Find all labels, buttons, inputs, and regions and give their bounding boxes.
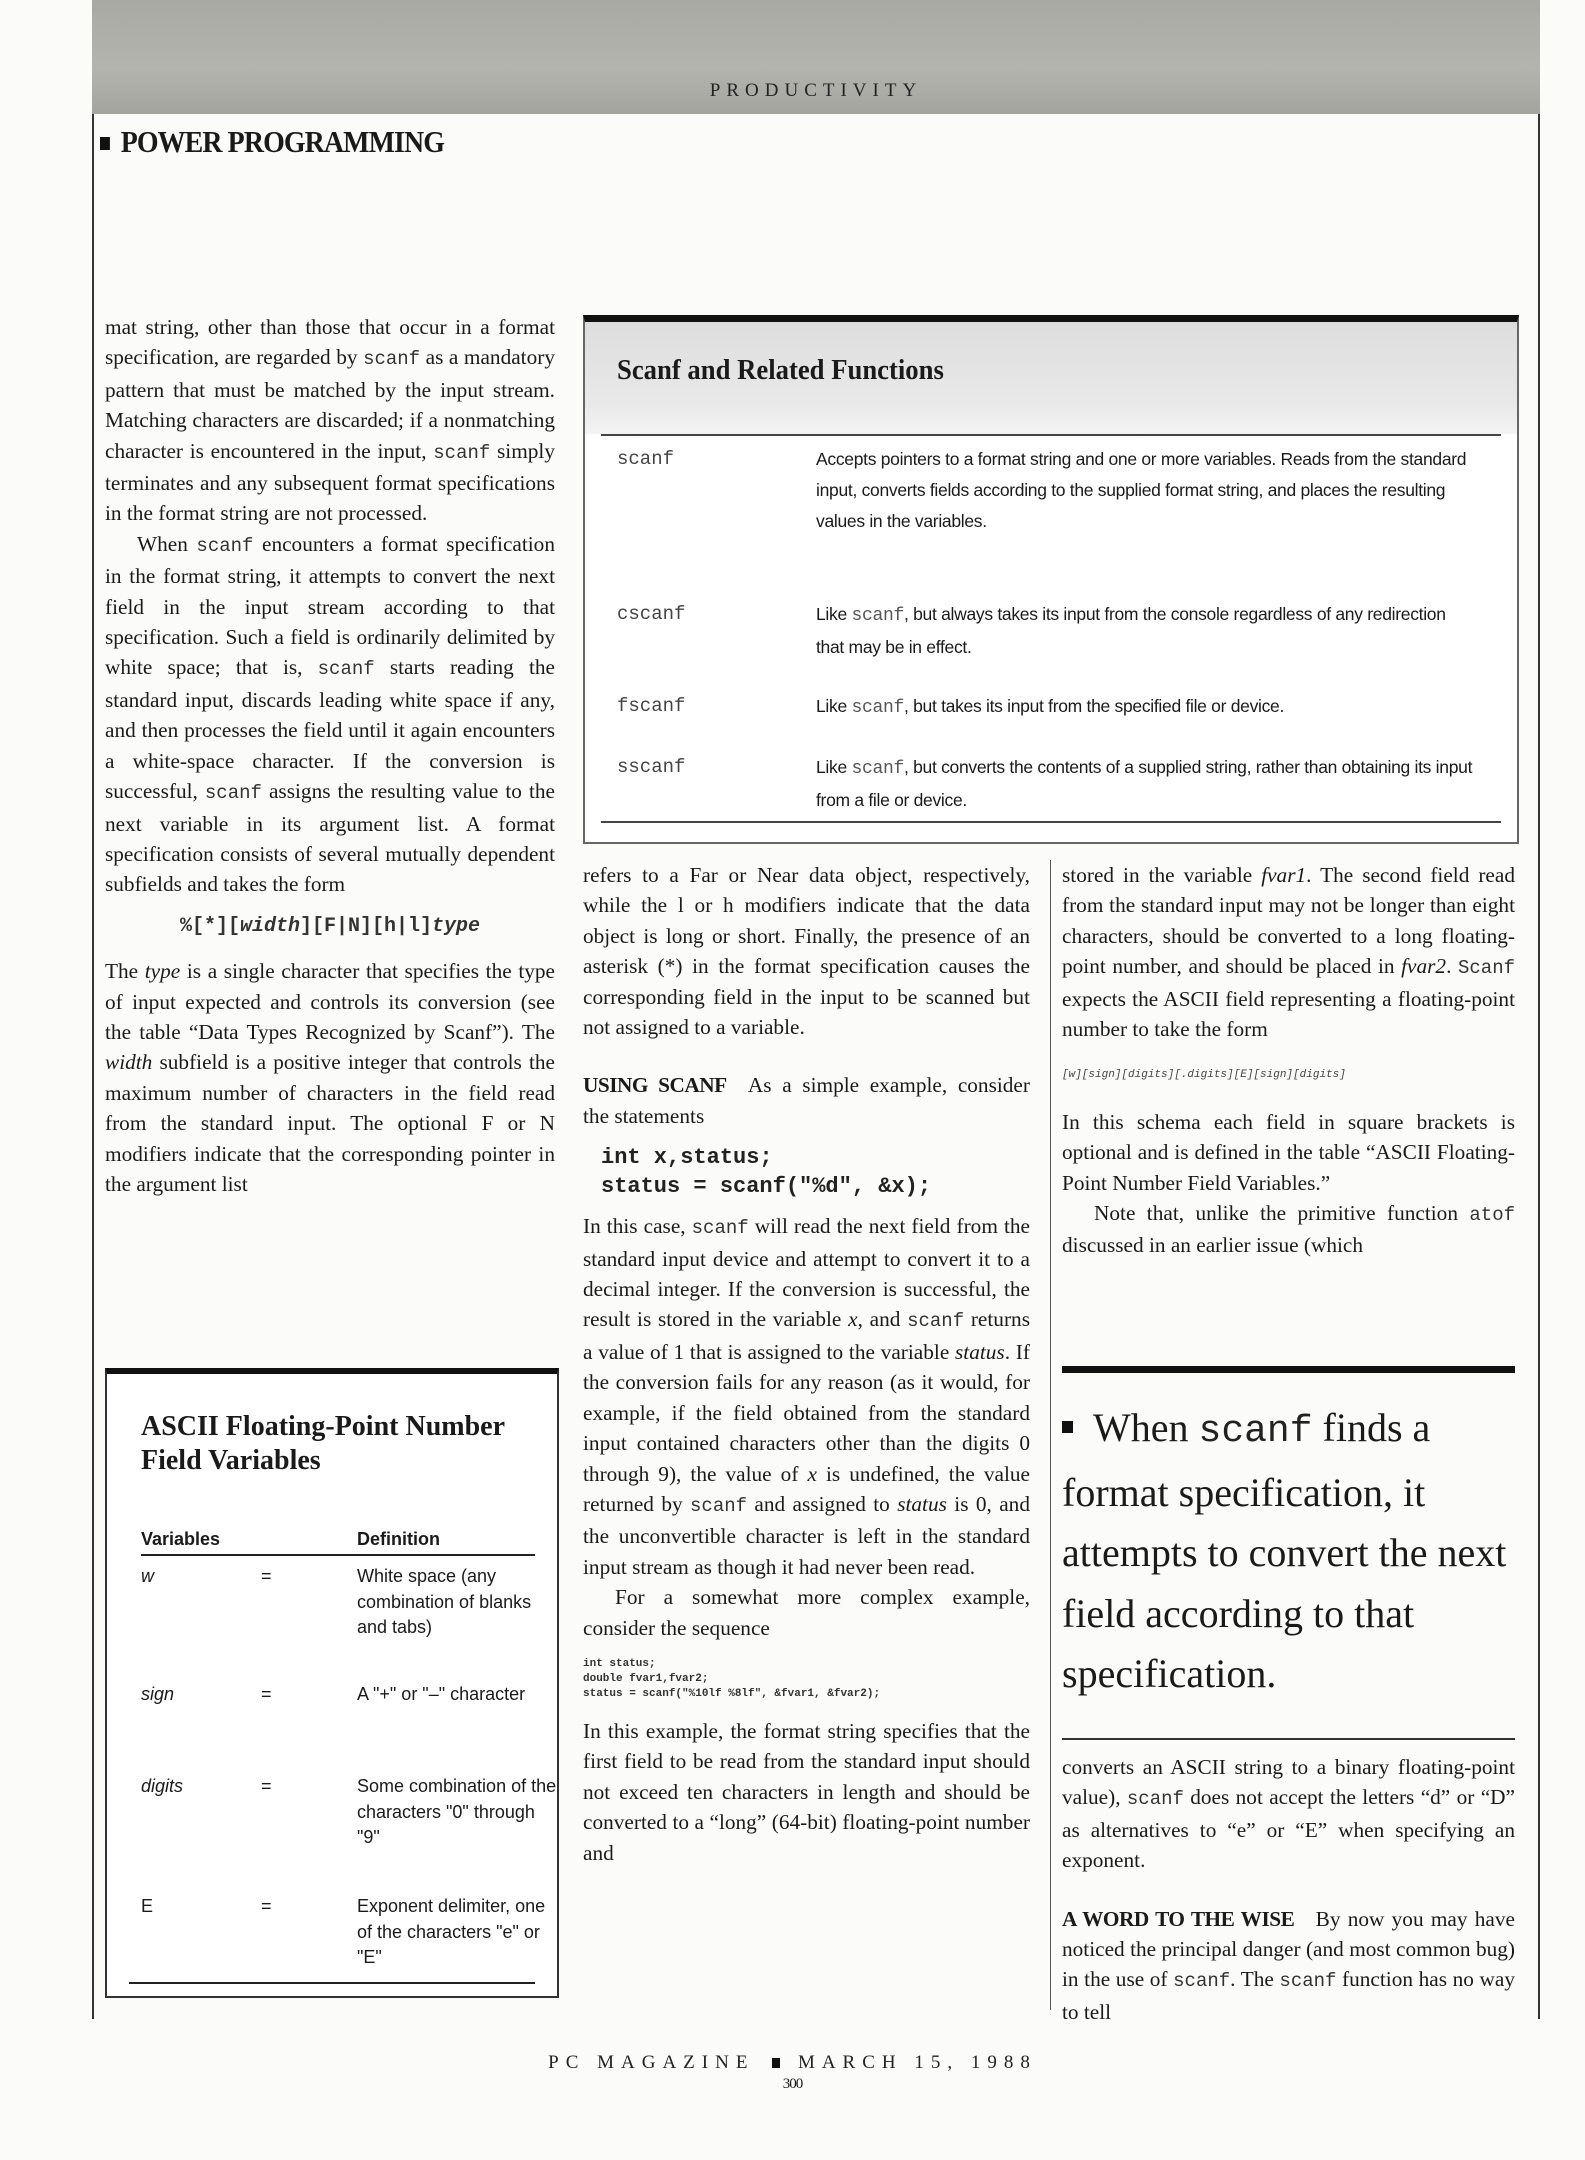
magazine-name: PC MAGAZINE: [548, 2052, 755, 2073]
middle-column: [583, 860, 1030, 1868]
paragraph: stored in the variable fvar1. The second field read from the standard input may not be longer than eight characters, should be converted to a long floating-point number, and should be placed in fvar2. Scanf expects the ASCII field representing a floating-point number to take the form: [1062, 863, 1515, 1042]
page-footer: [0, 2052, 1585, 2074]
table-title: Scanf and Related Functions: [617, 354, 944, 386]
subheading: USING SCANF: [583, 1073, 727, 1098]
right-frame-rule: [1538, 114, 1540, 2019]
section-label: PRODUCTIVITY: [709, 80, 923, 101]
subheading: A WORD TO THE WISE: [1062, 1906, 1295, 1931]
pullquote-top-rule: [1062, 1366, 1515, 1373]
text: When: [137, 531, 197, 556]
ascii-field-variables-table: ASCII Floating-Point Number Field Variables Variables Definition w = White space (any combination of blanks and tabs) sign = A "+" or "–" character digits = Some combination of the characters "0" through "9" E = Exponent delimiter, one of the characters "e" or "E": [105, 1368, 559, 1998]
table-header-row: Variables Definition: [141, 1529, 535, 1556]
text: mat string, other than those that occur in a format specification, are regarded by: [105, 315, 555, 370]
paragraph: [105, 312, 555, 529]
code-term: scanf: [196, 534, 254, 557]
paragraph: The type is a single character that specifies the type of input expected and controls its conversion (see the table “Data Types Recognized by Scanf”). The width subfield is a positive integer that controls the maximum number of characters in the field read from the standard input. The optional F or N modifiers indicate that the corresponding pointer in the argument list: [105, 959, 555, 1196]
page-number: 300: [782, 2076, 803, 2092]
bullet-square-icon: [772, 2058, 780, 2068]
department-heading: [100, 124, 444, 160]
pullquote-bottom-rule: [1062, 1738, 1515, 1740]
right-column-continued: [1062, 1752, 1515, 2027]
paragraph: Note that, unlike the primitive function atof discussed in an earlier issue (which: [1062, 1201, 1515, 1258]
code-term: scanf: [204, 782, 262, 805]
paragraph: In this example, the format string specifies that the first field to be read from the standard input should not exceed ten characters in length and should be converted to a “long” (64-bit) floating-point number and: [583, 1718, 1030, 1865]
divider: [601, 821, 1501, 823]
text: as a mandatory pattern that must be matched by the input stream. Matching characters are discarded; if a nonmatching character is encountered in the input,: [105, 345, 555, 463]
header-band: [92, 0, 1540, 114]
department-title: POWER PROGRAMMING: [120, 124, 445, 159]
paragraph: [105, 529, 555, 900]
table-header: [585, 322, 1517, 434]
paragraph: A WORD TO THE WISE By now you may have noticed the principal danger (and most common bug) in the use of scanf. The scanf function has no way to tell: [1062, 1906, 1515, 2024]
divider: [129, 1982, 535, 1984]
table-row: sscanf Like scanf, but converts the contents of a supplied string, rather than obtaining its input from a file or device.: [617, 756, 1473, 810]
text: starts reading the standard input, discards leading white space if any, and then processes the field until it again encounters a white-space character. If the conversion is successful,: [105, 655, 555, 804]
table-row: cscanf Like scanf, but always takes its input from the console regardless of any redirection that may be in effect.: [617, 603, 1446, 657]
table-row: fscanf Like scanf, but takes its input from the specified file or device.: [617, 695, 1285, 718]
paragraph: USING SCANF As a simple example, consider the statements: [583, 1073, 1030, 1128]
code-term: scanf: [433, 441, 491, 464]
left-frame-rule: [92, 114, 94, 2019]
table-title: ASCII Floating-Point Number Field Variables: [141, 1411, 505, 1476]
left-column: [105, 312, 555, 1199]
float-format-syntax: [w][sign][digits][.digits][E][sign][digits]: [1062, 1069, 1346, 1082]
paragraph: In this schema each field in square brackets is optional and is defined in the table “ASCII Floating-Point Number Field Variables.”: [1062, 1109, 1515, 1195]
text: assigns the resulting value to the next variable in its argument list. A format specification consists of several mutually dependent subfields and takes the form: [105, 779, 555, 897]
pullquote: When scanf finds a format specification, it attempts to convert the next field according to that specification.: [1062, 1405, 1507, 1696]
paragraph: refers to a Far or Near data object, respectively, while the l or h modifiers indicate that the data object is long or short. Finally, the presence of an asterisk (*) in the format specification causes the corresponding field in the input to be scanned but not assigned to a variable.: [583, 863, 1030, 1040]
format-spec-syntax: %[*][width][F|N][h|l]type: [179, 914, 481, 938]
bullet-square-icon: [1062, 1421, 1073, 1433]
column-divider: [1050, 860, 1051, 2010]
code-block: int status; double fvar1,fvar2; status = scanf("%10lf %8lf", &fvar1, &fvar2);: [583, 1657, 881, 1700]
paragraph: In this case, scanf will read the next field from the standard input device and attempt to convert it to a decimal integer. If the conversion is successful, the result is stored in the variable x, and scanf returns a value of 1 that is assigned to the variable status. If the conversion fails for any reason (as it would, for example, if the field obtained from the standard input contained characters other than the digits 0 through 9), the value of x is undefined, the value returned by scanf and assigned to status is 0, and the unconvertible character is left in the standard input stream as though it had never been read.: [583, 1214, 1030, 1579]
code-block: int x,status; status = scanf("%d", &x);: [601, 1145, 932, 1200]
code-term: scanf: [317, 658, 375, 681]
right-column: [1062, 860, 1515, 1261]
bullet-square-icon: [100, 137, 110, 150]
paragraph: For a somewhat more complex example, consider the sequence: [583, 1585, 1030, 1640]
text: simply terminates and any subsequent format specifications in the format string are not processed.: [105, 438, 555, 526]
code-term: scanf: [363, 348, 421, 371]
divider: [601, 434, 1501, 436]
scanf-functions-table: [583, 315, 1519, 844]
text: encounters a format specification in the format string, it attempts to convert the next field in the input stream according to that specification. Such a field is ordinarily delimited by white space; that is,: [105, 531, 555, 680]
issue-date: MARCH 15, 1988: [797, 2052, 1037, 2073]
table-row: scanf Accepts pointers to a format string and one or more variables. Reads from the standard input, converts fields according to the supplied format string, and places the resulting values in the variables.: [617, 448, 1467, 531]
paragraph: converts an ASCII string to a binary floating-point value), scanf does not accept the letters “d” or “D” as alternatives to “e” or “E” when specifying an exponent.: [1062, 1755, 1515, 1873]
